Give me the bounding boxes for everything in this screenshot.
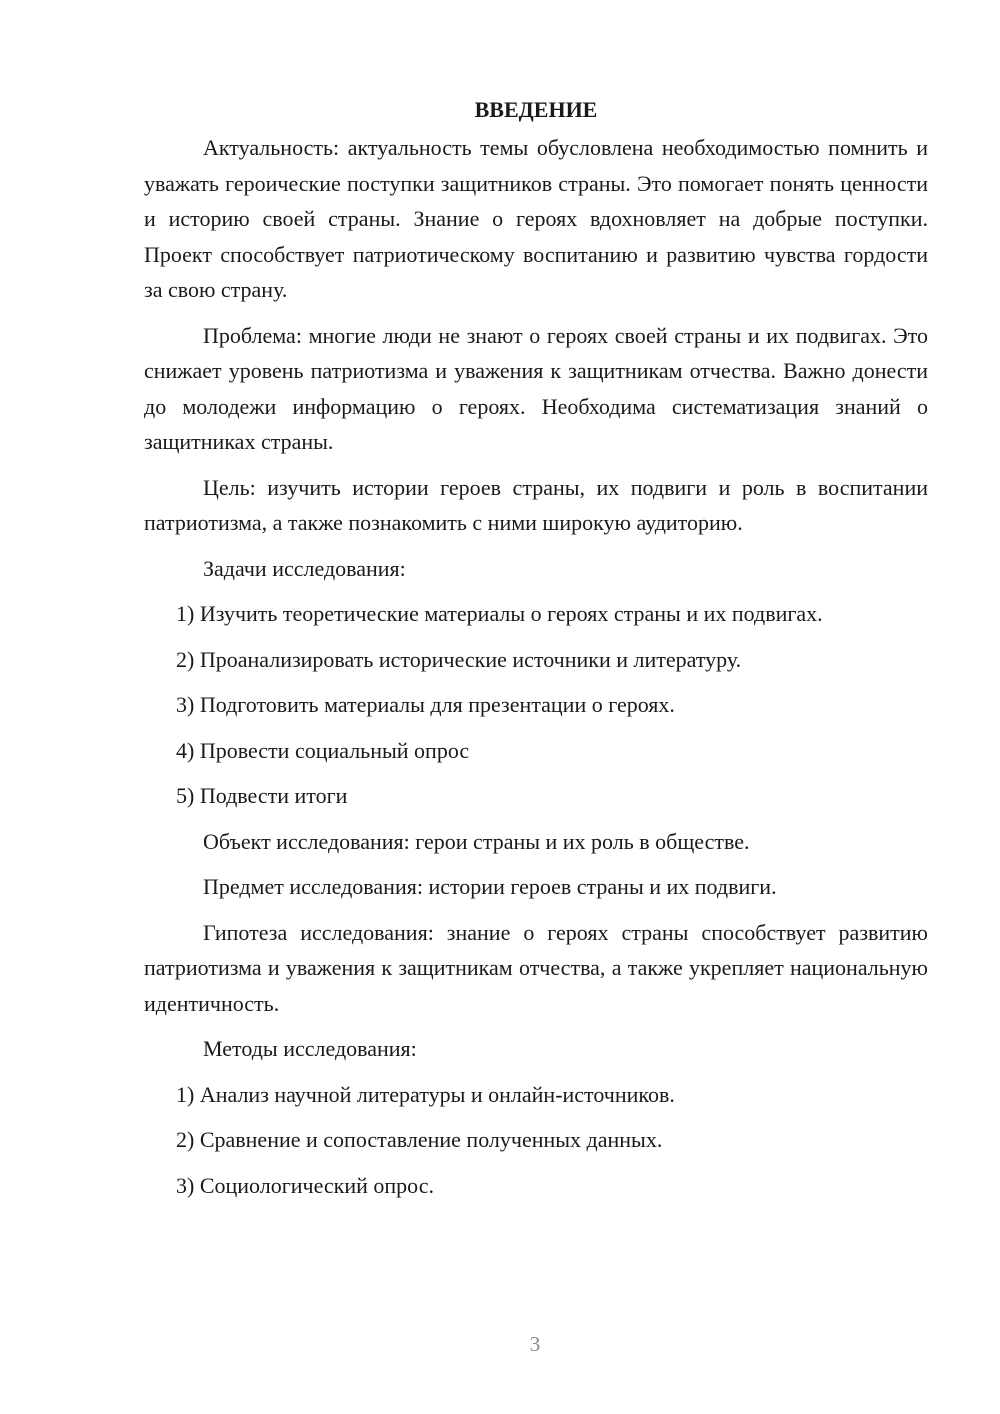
page-title: ВВЕДЕНИЕ — [474, 97, 598, 122]
object-line: Объект исследования: герои страны и их роль в обществе. — [203, 828, 750, 854]
page-number: 3 — [529, 1332, 541, 1356]
methods-heading: Методы исследования: — [203, 1036, 417, 1061]
task-item-2: 2) Проанализировать исторические источники и литературу. — [176, 646, 742, 672]
task-item-3: 3) Подготовить материалы для презентации о героях. — [176, 692, 675, 717]
problem-paragraph: Проблема: многие люди не знают о героях своей страны и их подвигах. Это снижает уровень патриотизма и уважения к защитникам отчества. Важно донести до молодежи информацию о героях. Необходима систематизация знаний о защитниках страны. — [144, 322, 928, 454]
task-item-4: 4) Провести социальный опрос — [176, 737, 470, 763]
tasks-heading: Задачи исследования: — [203, 555, 406, 581]
method-item-2: 2) Сравнение и сопоставление полученных данных. — [176, 1127, 663, 1152]
relevance-paragraph: Актуальность: актуальность темы обусловлена необходимостью помнить и уважать героические поступки защитников страны. Это помогает понять ценности и историю своей страны. Знание о героях вдохновляет на добрые поступки. Проект способствует патриотическому воспитанию и развитию чувства гордости за свою страну. — [144, 135, 928, 302]
goal-paragraph: Цель: изучить истории героев страны, их подвиги и роль в воспитании патриотизма, а также познакомить с ними широкую аудиторию. — [144, 474, 928, 535]
task-item-1: 1) Изучить теоретические материалы о героях страны и их подвигах. — [176, 601, 823, 626]
task-item-5: 5) Подвести итоги — [176, 783, 348, 808]
hypothesis-paragraph: Гипотеза исследования: знание о героях страны способствует развитию патриотизма и уважения к защитникам отчества, а также укрепляет национальную идентичность. — [144, 919, 928, 1016]
method-item-3: 3) Социологический опрос. — [176, 1172, 434, 1198]
subject-line: Предмет исследования: истории героев страны и их подвиги. — [203, 874, 777, 899]
document-page — [144, 92, 928, 1213]
method-item-1: 1) Анализ научной литературы и онлайн-источников. — [176, 1081, 675, 1107]
